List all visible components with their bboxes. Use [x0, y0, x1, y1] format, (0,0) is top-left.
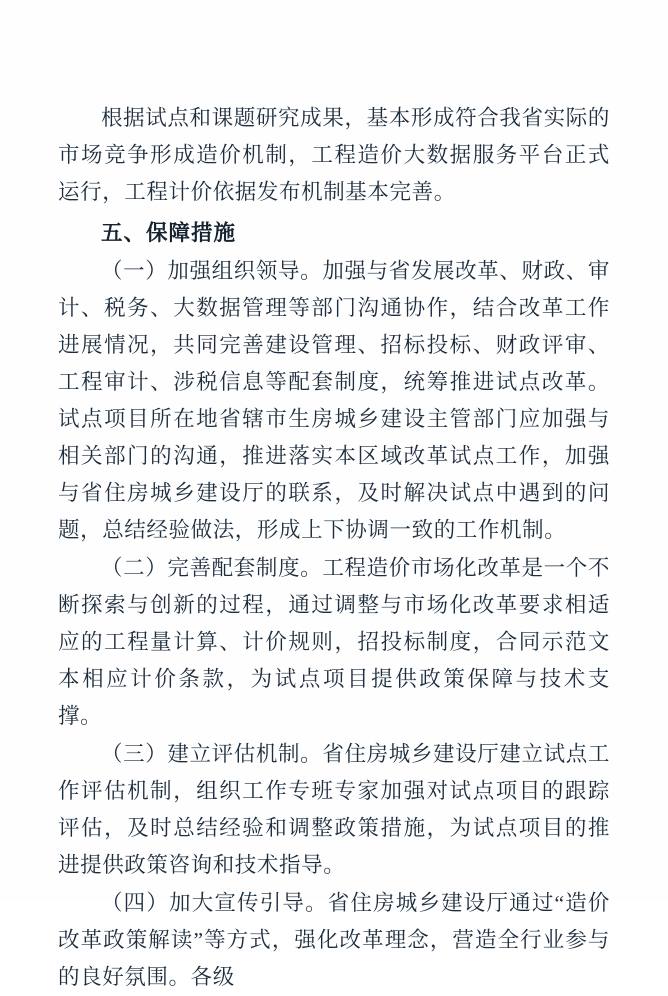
paragraph-intro: 根据试点和课题研究成果，基本形成符合我省实际的市场竞争形成造价机制，工程造价大数据服务平台正式运行，工程计价依据发布机制基本完善。 [58, 106, 610, 204]
paragraph-item-2: （二）完善配套制度。工程造价市场化改革是一个不断探索与创新的过程，通过调整与市场化改革要求相适应的工程量计算、计价规则，招投标制度，合同示范文本相应计价条款，为试点项目提供政策保障与技术支撑。 [58, 556, 610, 728]
paragraph-item-1: （一）加强组织领导。加强与省发展改革、财政、审计、税务、大数据管理等部门沟通协作，结合改革工作进展情况，共同完善建设管理、招标投标、财政评审、工程审计、涉税信息等配套制度，统筹推进试点改革。试点项目所在地省辖市生房城乡建设主管部门应加强与相关部门的沟通，推进落实本区域改革试点工作，加强与省住房城乡建设厅的联系，及时解决试点中遇到的问题，总结经验做法，形成上下协调一致的工作机制。 [58, 259, 610, 542]
paragraph-item-3: （三）建立评估机制。省住房城乡建设厅建立试点工作评估机制，组织工作专班专家加强对试点项目的跟踪评估，及时总结经验和调整政策措施，为试点项目的推进提供政策咨询和技术指导。 [58, 742, 610, 877]
document-body [58, 100, 610, 996]
paragraph-item-4: （四）加大宣传引导。省住房城乡建设厅通过“造价改革政策解读”等方式，强化改革理念，营造全行业参与的良好氛围。各级 [58, 891, 610, 989]
section-heading-five: 五、保障措施 [101, 221, 237, 245]
